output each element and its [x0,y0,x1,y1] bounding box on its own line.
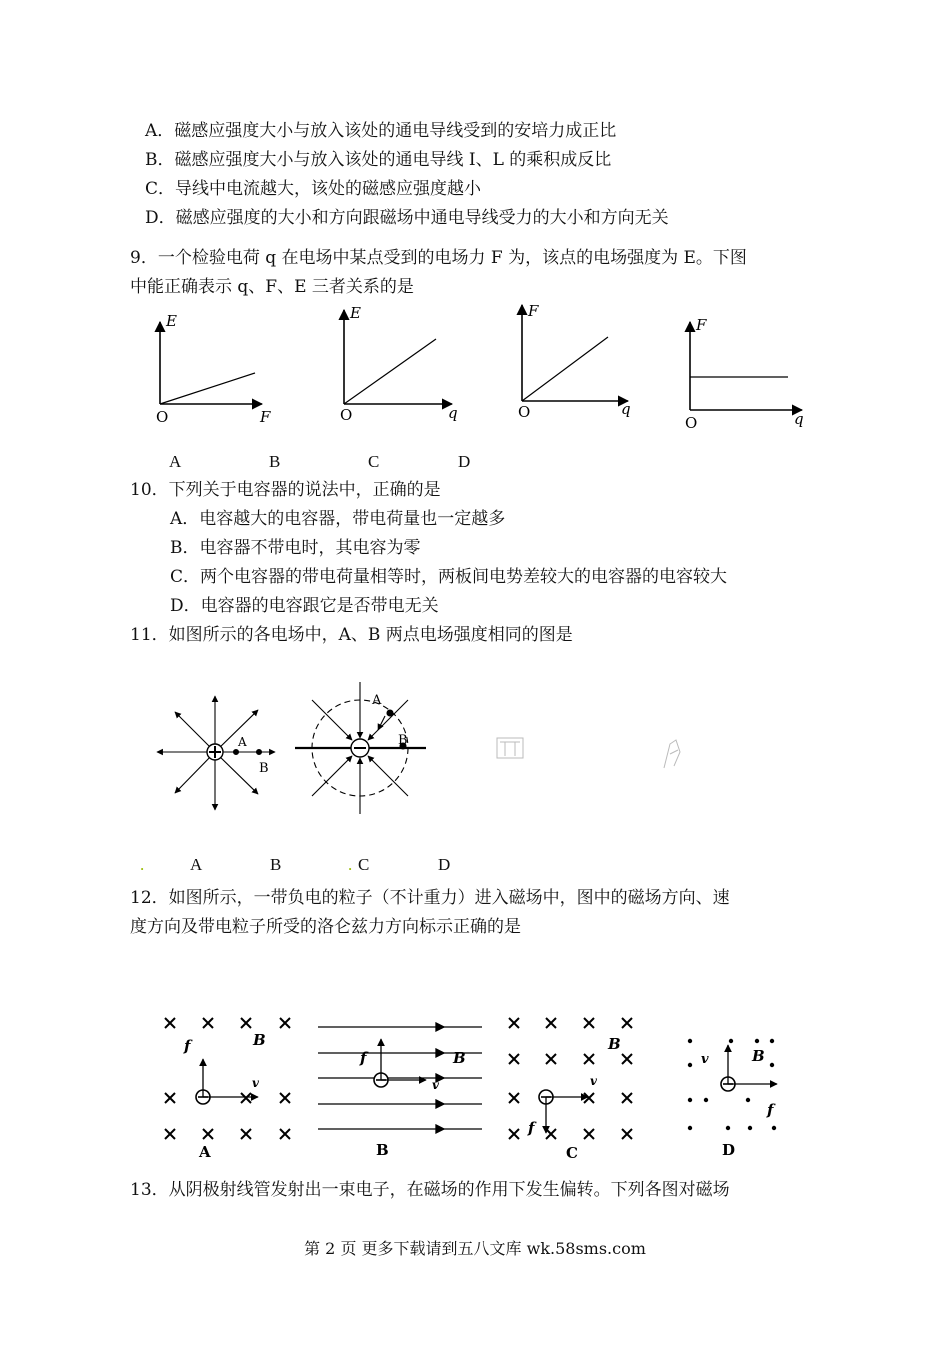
q9-label-c: C [368,452,380,471]
q11-a-point-a: A [238,735,247,749]
q11-label-c: C [358,855,370,874]
q11-a-point-b: B [259,761,269,776]
q12-label-d: D [722,1141,736,1159]
q11-figure-a [157,696,275,810]
q11-stem: 11．如图所示的各电场中，A、B 两点电场强度相同的图是 [130,625,573,645]
q12-figures [0,1005,950,1165]
q10-option-a: A．电容越大的电容器，带电荷量也一定越多 [170,509,506,529]
q9-graph-c [518,302,631,421]
q9-b-xaxis-label: q [448,404,458,422]
q12-stem-line2: 度方向及带电粒子所受的洛仑兹力方向标示正确的是 [130,917,521,937]
q12-b-v-label: v [432,1078,439,1092]
q9-a-yaxis-label: E [166,312,177,330]
q11-label-b: B [270,855,282,874]
q9-graphs [0,300,950,460]
q9-c-xaxis-label: q [621,400,631,418]
q9-a-origin: O [156,408,169,426]
q12-c-v-label: v [590,1074,597,1088]
q11-figure-d [664,740,680,768]
q11-label-a: A [190,855,203,874]
q12-a-f-label: f [184,1037,191,1055]
q8-option-a: A．磁感应强度大小与放入该处的通电导线受到的安培力成正比 [145,121,617,141]
q10-option-d: D．电容器的电容跟它是否带电无关 [170,596,439,616]
q9-label-b: B [269,452,281,471]
q12-stem-line1: 12．如图所示，一带负电的粒子（不计重力）进入磁场中，图中的磁场方向、速 [130,888,730,908]
q13-stem: 13．从阴极射线管发射出一束电子，在磁场的作用下发生偏转。下列各图对磁场 [130,1180,730,1200]
q11-b-point-b: B [398,733,408,748]
q9-d-yaxis-label: F [696,316,707,334]
q12-b-b-label: B [453,1049,466,1067]
q11-figures [0,680,950,830]
q9-d-origin: O [685,414,698,432]
q9-stem-line1: 9．一个检验电荷 q 在电场中某点受到的电场力 F 为，该点的电场强度为 E。下图 [130,248,747,268]
q12-label-a: A [199,1143,211,1161]
q12-b-f-label: f [360,1049,367,1067]
q8-option-d: D．磁感应强度的大小和方向跟磁场中通电导线受力的大小和方向无关 [145,208,669,228]
q9-d-xaxis-label: q [794,410,804,428]
q8-option-c: C．导线中电流越大，该处的磁感应强度越小 [145,179,482,199]
q11-figure-c [497,738,523,758]
q11-marker-dot: . [140,855,145,874]
q9-stem-line2: 中能正确表示 q、F、E 三者关系的是 [130,277,414,297]
q9-graph-a [156,312,271,426]
q9-graph-b [340,304,458,424]
q12-d-b-label: B [752,1047,765,1065]
q9-b-origin: O [340,406,353,424]
q11-figure-b [295,682,426,814]
q12-d-f-label: f [767,1101,774,1119]
q12-label-c: C [566,1144,578,1162]
q11-b-point-a: A [372,693,382,708]
q12-a-b-label: B [253,1031,266,1049]
q9-b-yaxis-label: E [350,304,361,322]
q9-c-yaxis-label: F [528,302,539,320]
q10-option-b: B．电容器不带电时，其电容为零 [170,538,421,558]
q12-label-b: B [376,1141,389,1159]
q9-graph-d [685,316,804,432]
q9-c-origin: O [518,403,531,421]
q12-panel-b [318,1023,482,1133]
q11-marker-dot-2: . [348,855,353,874]
q9-label-a: A [169,452,182,471]
q12-d-v-label: v [701,1052,709,1067]
q12-c-b-label: B [608,1035,621,1053]
q12-a-v-label: v [252,1076,259,1090]
q9-label-d: D [458,452,471,471]
q10-stem: 10．下列关于电容器的说法中，正确的是 [130,480,441,500]
q9-a-xaxis-label: F [260,408,271,426]
q10-option-c: C．两个电容器的带电荷量相等时，两板间电势差较大的电容器的电容较大 [170,567,728,587]
q11-label-d: D [438,855,451,874]
page-footer: 第 2 页 更多下载请到五八文库 wk.58sms.com [304,1239,646,1258]
q12-c-f-label: f [528,1119,535,1137]
q8-option-b: B．磁感应强度大小与放入该处的通电导线 I、L 的乘积成反比 [145,150,612,170]
